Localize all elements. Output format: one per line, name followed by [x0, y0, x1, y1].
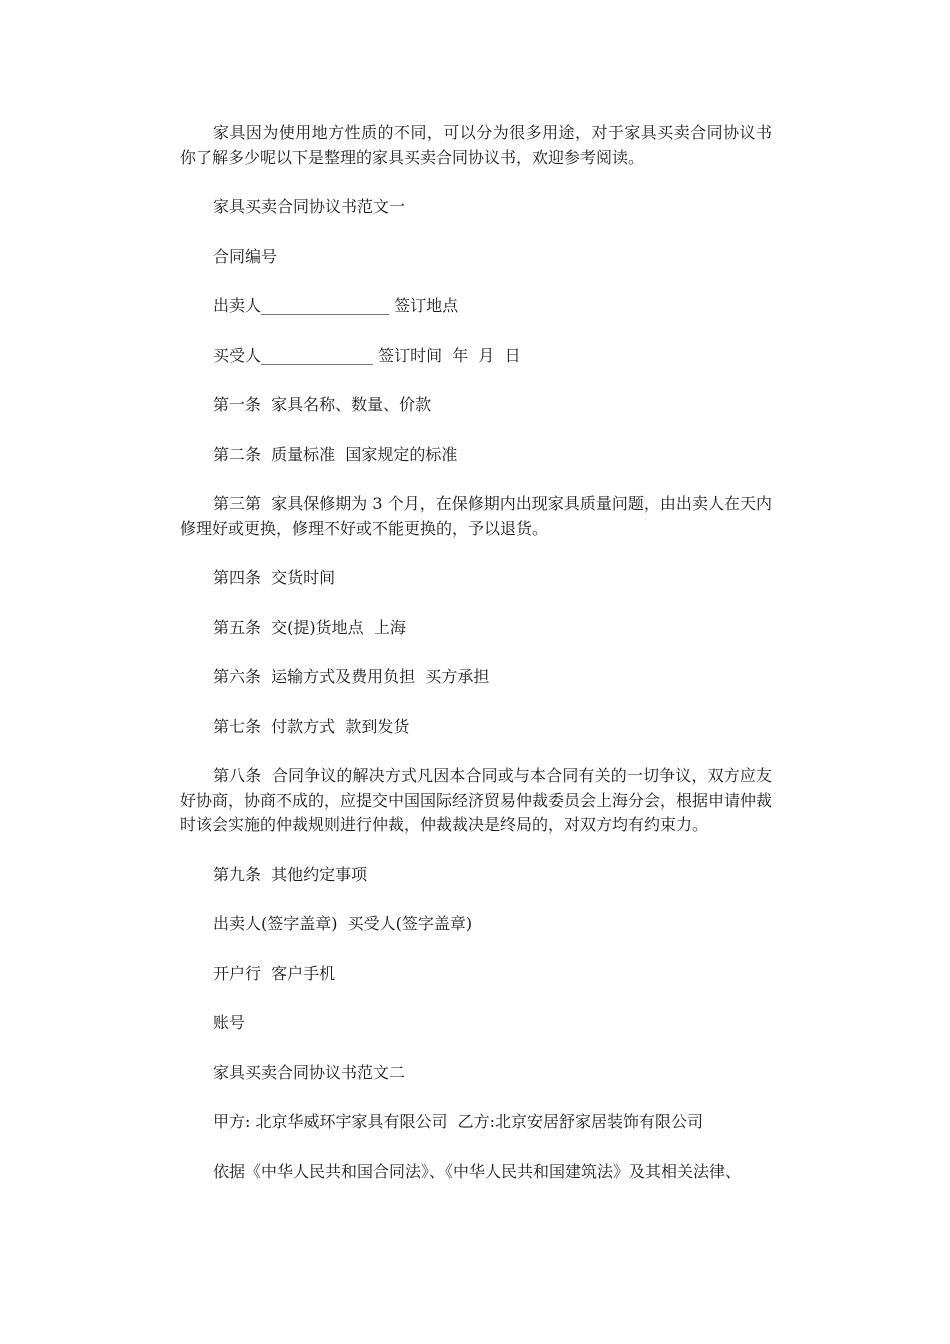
article-1: 第一条 家具名称、数量、价款 — [213, 395, 432, 414]
article-7: 第七条 付款方式 款到发货 — [213, 716, 410, 736]
article-9: 第九条 其他约定事项 — [213, 864, 368, 884]
intro-paragraph: 家具因为使用地方性质的不同，可以分为很多用途，对于家具买卖合同协议书你了解多少呢以下是整理的家具买卖合同协议书，欢迎参考阅读。 — [180, 123, 772, 167]
contract-number: 合同编号 — [213, 246, 278, 266]
article-5: 第五条 交(提)货地点 上海 — [213, 617, 406, 637]
article-6: 第六条 运输方式及费用负担 买方承担 — [213, 667, 490, 686]
section-title-1: 家具买卖合同协议书范文一 — [213, 197, 406, 216]
legal-basis-line: 依据《中华人民共和国合同法》、《中华人民共和国建筑法》及其相关法律、 — [213, 1161, 742, 1181]
article-2: 第二条 质量标准 国家规定的标准 — [213, 444, 458, 464]
buyer-line: 买受人______________ 签订时间 年 月 日 — [213, 345, 521, 365]
section-title-2: 家具买卖合同协议书范文二 — [213, 1062, 406, 1082]
article-3: 第三第 家具保修期为 3 个月，在保修期内出现家具质量问题，由出卖人在天内修理好或更换，修理不好或不能更换的，予以退货。 — [180, 494, 772, 538]
bank-line: 开户行 客户手机 — [213, 963, 336, 983]
signature-line: 出卖人(签字盖章) 买受人(签字盖章) — [213, 914, 473, 933]
seller-line: 出卖人________________ 签订地点 — [213, 296, 459, 315]
parties-line: 甲方: 北京华威环宇家具有限公司 乙方:北京安居舒家居装饰有限公司 — [213, 1112, 704, 1131]
account-line: 账号 — [213, 1013, 246, 1032]
article-8: 第八条 合同争议的解决方式凡因本合同或与本合同有关的一切争议，双方应友好协商，协商不成的，应提交中国国际经济贸易仲裁委员会上海分会，根据申请仲裁时该会实施的仲裁规则进行仲裁，仲裁裁决是终局的，对双方均有约束力。 — [180, 766, 773, 834]
document-body — [180, 121, 772, 1209]
article-4: 第四条 交货时间 — [213, 568, 336, 587]
